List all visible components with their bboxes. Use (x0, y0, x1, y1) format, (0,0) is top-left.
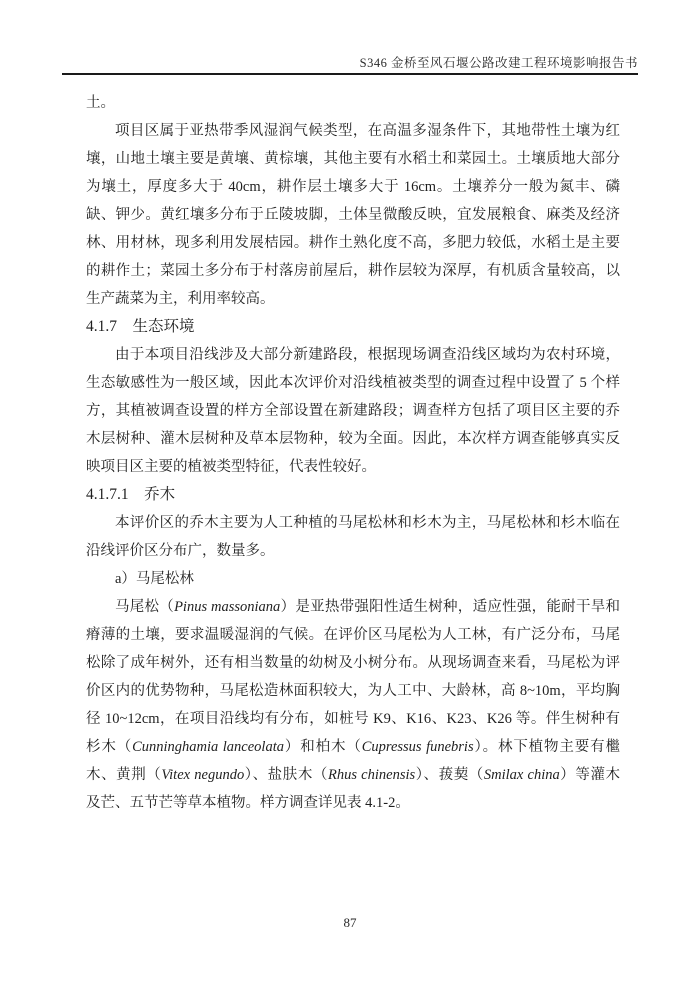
latin-species-name: Cupressus funebris (361, 739, 474, 755)
text-run: ）和柏木（ (284, 739, 362, 755)
page-footer (0, 915, 700, 931)
text-run: 马尾松（ (115, 599, 175, 615)
document-body (86, 89, 620, 817)
text-run: ）、菝葜（ (415, 767, 484, 783)
latin-species-name: Vitex negundo (161, 767, 245, 783)
section-heading-4-1-7-1 (86, 481, 620, 509)
list-item-a (86, 565, 620, 593)
page-number: 87 (343, 915, 357, 930)
paragraph-continuation (86, 89, 620, 117)
text-run: a）马尾松林 (115, 571, 194, 587)
text-run: 4.1.7 生态环境 (86, 318, 195, 335)
latin-species-name: Pinus massoniana (174, 599, 281, 615)
latin-species-name: Smilax china (483, 767, 560, 783)
text-run: 4.1.7.1 乔木 (86, 486, 176, 503)
text-run: ）、盐肤木（ (244, 767, 328, 783)
text-run: 项目区属于亚热带季风湿润气候类型，在高温多湿条件下，其地带性土壤为红壤，山地土壤主要是黄壤、黄棕壤，其他主要有水稻土和菜园土。土壤质地大部分为壤土，厚度多大于 40cm，耕作层土壤多大于 16cm。土壤养分一般为氮丰、磷缺、钾少。黄红壤多分布于丘陵坡脚，土体呈微酸反映，宜发展粮食、麻类及经济林、用材林，现多利用发展桔园。耕作土熟化度不高，多肥力较低，水稻土是主要的耕作土；菜园土多分布于村落房前屋后，耕作层较为深厚，有机质含量较高，以生产蔬菜为主，利用率较高。 (86, 123, 620, 307)
paragraph-trees (86, 509, 620, 565)
latin-species-name: Rhus chinensis (327, 767, 416, 783)
text-run: ）。林下植物主要有檵木、黄荆（ (86, 739, 621, 783)
page-header (62, 56, 638, 75)
text-run: 土。 (86, 95, 115, 111)
paragraph-ecology (86, 341, 620, 481)
header-title: S346 金桥至风石堰公路改建工程环境影响报告书 (359, 56, 638, 70)
text-run: ）等灌木及芒、五节芒等草本植物。样方调查详见表 4.1-2。 (86, 767, 621, 811)
latin-species-name: Cunninghamia lanceolata (132, 739, 284, 755)
text-run: 本评价区的乔木主要为人工种植的马尾松林和杉木为主，马尾松林和杉木临在沿线评价区分布广，数量多。 (86, 515, 620, 559)
paragraph-soil (86, 117, 620, 313)
text-run: 由于本项目沿线涉及大部分新建路段，根据现场调查沿线区域均为农村环境，生态敏感性为一般区域，因此本次评价对沿线植被类型的调查过程中设置了 5 个样方，其植被调查设置的样方全部设置在新建路段；调查样方包括了项目区主要的乔木层树种、灌木层树种及草本层物种，较为全面。因此，本次样方调查能够真实反映项目区主要的植被类型特征，代表性较好。 (86, 347, 620, 475)
section-heading-4-1-7 (86, 313, 620, 341)
text-run: ）是亚热带强阳性适生树种，适应性强，能耐干旱和瘠薄的土壤，要求温暖湿润的气候。在评价区马尾松为人工林，有广泛分布，马尾松除了成年树外，还有相当数量的幼树及小树分布。从现场调查来看，马尾松为评价区内的优势物种，马尾松造林面积较大，为人工中、大龄林，高 8~10m，平均胸径 10~12cm，在项目沿线均有分布，如桩号 K9、K16、K23、K26 等。伴生树种有杉木（ (86, 599, 620, 755)
paragraph-masson-pine (86, 593, 620, 817)
